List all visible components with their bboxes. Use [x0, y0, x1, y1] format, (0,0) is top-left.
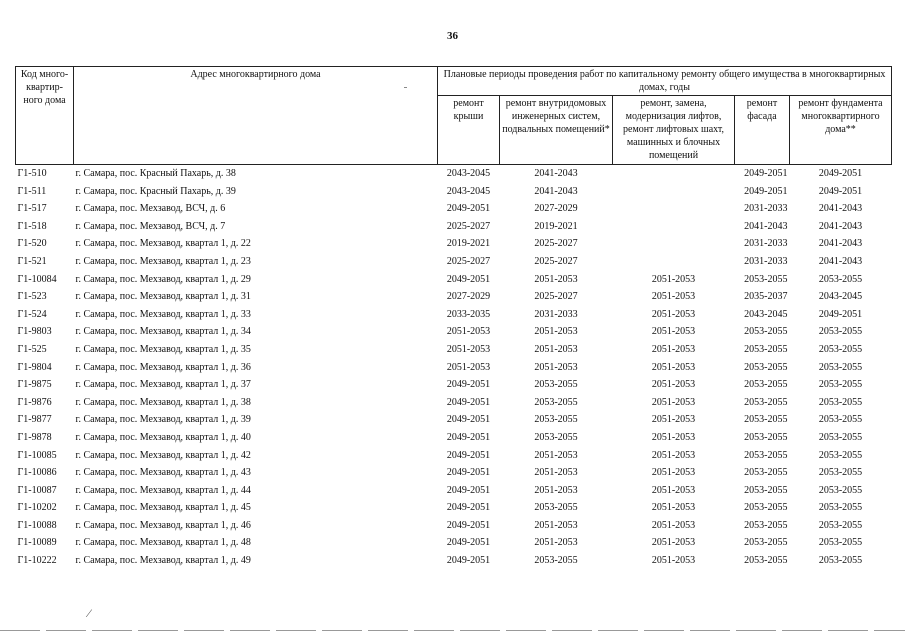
cell-address: г. Самара, пос. Мехзавод, квартал 1, д. 33 — [75, 308, 251, 320]
cell-roof: 2049-2051 — [446, 467, 491, 479]
cell-address: г. Самара, пос. Мехзавод, квартал 1, д. 45 — [75, 502, 251, 514]
cell-engineering-systems: 2019-2021 — [534, 220, 578, 232]
cell-address: г. Самара, пос. Мехзавод, квартал 1, д. 38 — [75, 396, 251, 408]
cell-lifts: 2051-2053 — [651, 555, 696, 567]
cell-lifts: 2051-2053 — [651, 379, 696, 391]
cell-facade: 2035-2037 — [744, 291, 788, 303]
cell-foundation: 2041-2043 — [818, 220, 863, 232]
cell-lifts: 2051-2053 — [651, 431, 696, 443]
cell-foundation: 2043-2045 — [818, 291, 863, 303]
cell-engineering-systems: 2051-2053 — [534, 484, 578, 496]
cell-engineering-systems: 2051-2053 — [534, 343, 578, 355]
table-row — [16, 376, 892, 394]
table-row — [16, 235, 892, 253]
table-row — [16, 323, 892, 341]
cell-facade: 2053-2055 — [744, 273, 788, 285]
cell-facade: 2041-2043 — [744, 220, 788, 232]
cell-address: г. Самара, пос. Красный Пахарь, д. 38 — [75, 168, 236, 179]
cell-foundation: 2053-2055 — [818, 379, 863, 391]
cell-lifts: 2051-2053 — [651, 361, 696, 373]
cell-facade: 2053-2055 — [744, 326, 788, 338]
cell-code: Г1-518 — [17, 220, 47, 232]
cell-facade: 2031-2033 — [744, 238, 788, 250]
cell-facade: 2049-2051 — [744, 185, 788, 197]
cell-roof: 2025-2027 — [446, 220, 491, 232]
cell-engineering-systems: 2053-2055 — [534, 396, 578, 408]
cell-address: г. Самара, пос. Мехзавод, квартал 1, д. 43 — [75, 467, 251, 479]
cell-lifts — [613, 165, 735, 183]
cell-engineering-systems: 2025-2027 — [534, 255, 578, 267]
cell-code: Г1-10202 — [17, 502, 57, 514]
cell-roof: 2049-2051 — [446, 484, 491, 496]
cell-code: Г1-523 — [17, 291, 47, 303]
cell-code: Г1-9803 — [17, 326, 52, 338]
table-row — [16, 517, 892, 535]
cell-foundation: 2041-2043 — [818, 238, 863, 250]
cell-roof: 2049-2051 — [446, 431, 491, 443]
cell-facade: 2053-2055 — [744, 449, 788, 461]
cell-lifts: 2051-2053 — [651, 537, 696, 549]
cell-foundation: 2053-2055 — [818, 431, 863, 443]
table-row — [16, 271, 892, 289]
cell-lifts: 2051-2053 — [651, 484, 696, 496]
cell-engineering-systems: 2053-2055 — [534, 431, 578, 443]
cell-roof: 2051-2053 — [446, 326, 491, 338]
cell-address: г. Самара, пос. Мехзавод, квартал 1, д. 48 — [75, 537, 251, 549]
cell-lifts: 2051-2053 — [651, 449, 696, 461]
cell-engineering-systems: 2051-2053 — [534, 519, 578, 531]
cell-engineering-systems: 2027-2029 — [534, 203, 578, 215]
cell-address: г. Самара, пос. Мехзавод, квартал 1, д. 35 — [75, 343, 251, 355]
cell-roof: 2051-2053 — [446, 361, 491, 373]
scan-edge-line — [0, 630, 905, 631]
cell-lifts: 2051-2053 — [651, 308, 696, 320]
cell-foundation: 2053-2055 — [818, 449, 863, 461]
cell-lifts: 2051-2053 — [651, 291, 696, 303]
cell-facade: 2053-2055 — [744, 414, 788, 426]
cell-foundation: 2041-2043 — [818, 203, 863, 215]
cell-code: Г1-10085 — [17, 449, 57, 461]
cell-roof: 2049-2051 — [446, 449, 491, 461]
cell-roof: 2049-2051 — [446, 203, 491, 215]
cell-code: Г1-9878 — [17, 431, 52, 443]
cell-engineering-systems: 2053-2055 — [534, 502, 578, 514]
header-lifts: ремонт, замена, модернизация лифтов, ремонт лифтовых шахт, машинных и блочных помещений — [613, 96, 735, 165]
cell-engineering-systems: 2025-2027 — [534, 291, 578, 303]
pen-mark: ⁄ — [88, 606, 91, 620]
cell-lifts: 2051-2053 — [651, 326, 696, 338]
cell-foundation: 2053-2055 — [818, 326, 863, 338]
cell-foundation: 2041-2043 — [818, 255, 863, 267]
cell-facade: 2043-2045 — [744, 308, 788, 320]
cell-foundation: 2053-2055 — [818, 537, 863, 549]
cell-address: г. Самара, пос. Мехзавод, квартал 1, д. 40 — [75, 431, 251, 443]
cell-code: Г1-9877 — [17, 414, 52, 426]
table-row — [16, 165, 892, 183]
cell-facade: 2049-2051 — [744, 168, 788, 179]
cell-roof: 2027-2029 — [446, 291, 491, 303]
cell-code: Г1-510 — [17, 168, 47, 179]
cell-lifts: 2051-2053 — [651, 502, 696, 514]
header-planned-periods: Плановые периоды проведения работ по капитальному ремонту общего имущества в многоквартирных домах, годы — [438, 67, 892, 96]
cell-code: Г1-517 — [17, 203, 47, 215]
cell-foundation: 2053-2055 — [818, 343, 863, 355]
cell-lifts — [613, 253, 735, 271]
table-row — [16, 411, 892, 429]
cell-lifts: 2051-2053 — [651, 396, 696, 408]
cell-foundation: 2053-2055 — [818, 396, 863, 408]
cell-foundation: 2053-2055 — [818, 484, 863, 496]
cell-address: г. Самара, пос. Мехзавод, квартал 1, д. 31 — [75, 291, 251, 303]
cell-code: Г1-10087 — [17, 484, 57, 496]
cell-facade: 2053-2055 — [744, 343, 788, 355]
cell-address: г. Самара, пос. Мехзавод, квартал 1, д. 29 — [75, 273, 251, 285]
header-code: Код много-квартир-ного дома — [16, 67, 74, 165]
cell-code: Г1-520 — [17, 238, 47, 250]
cell-facade: 2053-2055 — [744, 431, 788, 443]
header-foundation: ремонт фундамента многоквартирного дома** — [790, 96, 892, 165]
cell-facade: 2053-2055 — [744, 361, 788, 373]
cell-engineering-systems: 2051-2053 — [534, 273, 578, 285]
cell-engineering-systems: 2025-2027 — [534, 238, 578, 250]
cell-code: Г1-524 — [17, 308, 47, 320]
cell-roof: 2049-2051 — [446, 555, 491, 567]
cell-engineering-systems: 2031-2033 — [534, 308, 578, 320]
cell-lifts — [613, 218, 735, 236]
repair-schedule-table — [15, 66, 892, 570]
cell-facade: 2053-2055 — [744, 519, 788, 531]
cell-foundation: 2053-2055 — [818, 555, 863, 567]
cell-roof: 2049-2051 — [446, 537, 491, 549]
cell-facade: 2053-2055 — [744, 467, 788, 479]
cell-engineering-systems: 2041-2043 — [534, 185, 578, 197]
cell-address: г. Самара, пос. Мехзавод, ВСЧ, д. 6 — [75, 203, 226, 215]
header-roof: ремонт крыши — [438, 96, 500, 165]
cell-code: Г1-10084 — [17, 273, 57, 285]
cell-foundation: 2049-2051 — [818, 185, 863, 197]
cell-code: Г1-525 — [17, 343, 47, 355]
cell-foundation: 2049-2051 — [818, 168, 863, 179]
cell-code: Г1-10088 — [17, 519, 57, 531]
cell-roof: 2049-2051 — [446, 519, 491, 531]
cell-address: г. Самара, пос. Мехзавод, квартал 1, д. 37 — [75, 379, 251, 391]
cell-foundation: 2053-2055 — [818, 361, 863, 373]
cell-code: Г1-10222 — [17, 555, 57, 567]
table-row — [16, 341, 892, 359]
table-row — [16, 534, 892, 552]
table-row — [16, 464, 892, 482]
table-row — [16, 200, 892, 218]
cell-facade: 2031-2033 — [744, 255, 788, 267]
cell-lifts: 2051-2053 — [651, 519, 696, 531]
cell-roof: 2049-2051 — [446, 414, 491, 426]
cell-address: г. Самара, пос. Мехзавод, квартал 1, д. 34 — [75, 326, 251, 338]
cell-roof: 2049-2051 — [446, 273, 491, 285]
cell-engineering-systems: 2051-2053 — [534, 361, 578, 373]
page-number: 36 — [447, 30, 458, 42]
cell-address: г. Самара, пос. Мехзавод, квартал 1, д. 36 — [75, 361, 251, 373]
cell-foundation: 2053-2055 — [818, 519, 863, 531]
cell-engineering-systems: 2053-2055 — [534, 555, 578, 567]
cell-engineering-systems: 2051-2053 — [534, 326, 578, 338]
cell-facade: 2053-2055 — [744, 502, 788, 514]
cell-code: Г1-521 — [17, 255, 47, 267]
cell-roof: 2043-2045 — [446, 168, 491, 179]
cell-address: г. Самара, пос. Красный Пахарь, д. 39 — [75, 185, 236, 197]
cell-lifts: 2051-2053 — [651, 273, 696, 285]
cell-code: Г1-10086 — [17, 467, 57, 479]
table-row — [16, 552, 892, 570]
cell-engineering-systems: 2053-2055 — [534, 379, 578, 391]
cell-roof: 2025-2027 — [446, 255, 491, 267]
cell-engineering-systems: 2051-2053 — [534, 449, 578, 461]
cell-code: Г1-10089 — [17, 537, 57, 549]
cell-lifts — [613, 183, 735, 201]
cell-engineering-systems: 2041-2043 — [534, 168, 578, 179]
table-row — [16, 499, 892, 517]
cell-facade: 2053-2055 — [744, 484, 788, 496]
table-row — [16, 288, 892, 306]
cell-lifts — [613, 235, 735, 253]
table-row — [16, 359, 892, 377]
cell-facade: 2053-2055 — [744, 396, 788, 408]
cell-roof: 2019-2021 — [446, 238, 491, 250]
cell-engineering-systems: 2051-2053 — [534, 537, 578, 549]
cell-roof: 2049-2051 — [446, 379, 491, 391]
cell-code: Г1-9804 — [17, 361, 52, 373]
header-address: Адрес многоквартирного дома — [74, 67, 438, 165]
table-row — [16, 447, 892, 465]
cell-foundation: 2053-2055 — [818, 502, 863, 514]
cell-engineering-systems: 2051-2053 — [534, 467, 578, 479]
cell-roof: 2043-2045 — [446, 185, 491, 197]
cell-address: г. Самара, пос. Мехзавод, квартал 1, д. 44 — [75, 484, 251, 496]
cell-address: г. Самара, пос. Мехзавод, квартал 1, д. 39 — [75, 414, 251, 426]
cell-address: г. Самара, пос. Мехзавод, квартал 1, д. 42 — [75, 449, 251, 461]
cell-foundation: 2053-2055 — [818, 414, 863, 426]
cell-roof: 2033-2035 — [446, 308, 491, 320]
table-row — [16, 394, 892, 412]
cell-facade: 2053-2055 — [744, 537, 788, 549]
cell-code: Г1-9876 — [17, 396, 52, 408]
cell-code: Г1-9875 — [17, 379, 52, 391]
cell-lifts: 2051-2053 — [651, 343, 696, 355]
cell-address: г. Самара, пос. Мехзавод, квартал 1, д. 49 — [75, 555, 251, 567]
cell-address: г. Самара, пос. Мехзавод, квартал 1, д. 46 — [75, 519, 251, 531]
cell-address: г. Самара, пос. Мехзавод, ВСЧ, д. 7 — [75, 220, 226, 232]
cell-foundation: 2053-2055 — [818, 273, 863, 285]
cell-roof: 2051-2053 — [446, 343, 491, 355]
table-row — [16, 183, 892, 201]
cell-roof: 2049-2051 — [446, 396, 491, 408]
table-row — [16, 306, 892, 324]
header-facade: ремонт фасада — [735, 96, 790, 165]
table-row — [16, 429, 892, 447]
cell-facade: 2053-2055 — [744, 379, 788, 391]
header-engineering-systems: ремонт внутридомовых инженерных систем, подвальных помещений* — [500, 96, 613, 165]
cell-address: г. Самара, пос. Мехзавод, квартал 1, д. 23 — [75, 255, 251, 267]
cell-foundation: 2053-2055 — [818, 467, 863, 479]
cell-facade: 2031-2033 — [744, 203, 788, 215]
table-body — [16, 165, 892, 570]
cell-lifts: 2051-2053 — [651, 414, 696, 426]
cell-code: Г1-511 — [17, 185, 47, 197]
cell-engineering-systems: 2053-2055 — [534, 414, 578, 426]
cell-lifts: 2051-2053 — [651, 467, 696, 479]
cell-roof: 2049-2051 — [446, 502, 491, 514]
table-row — [16, 253, 892, 271]
cell-address: г. Самара, пос. Мехзавод, квартал 1, д. 22 — [75, 238, 251, 250]
cell-facade: 2053-2055 — [744, 555, 788, 567]
cell-lifts — [613, 200, 735, 218]
table-row — [16, 482, 892, 500]
table-row — [16, 218, 892, 236]
cell-foundation: 2049-2051 — [818, 308, 863, 320]
